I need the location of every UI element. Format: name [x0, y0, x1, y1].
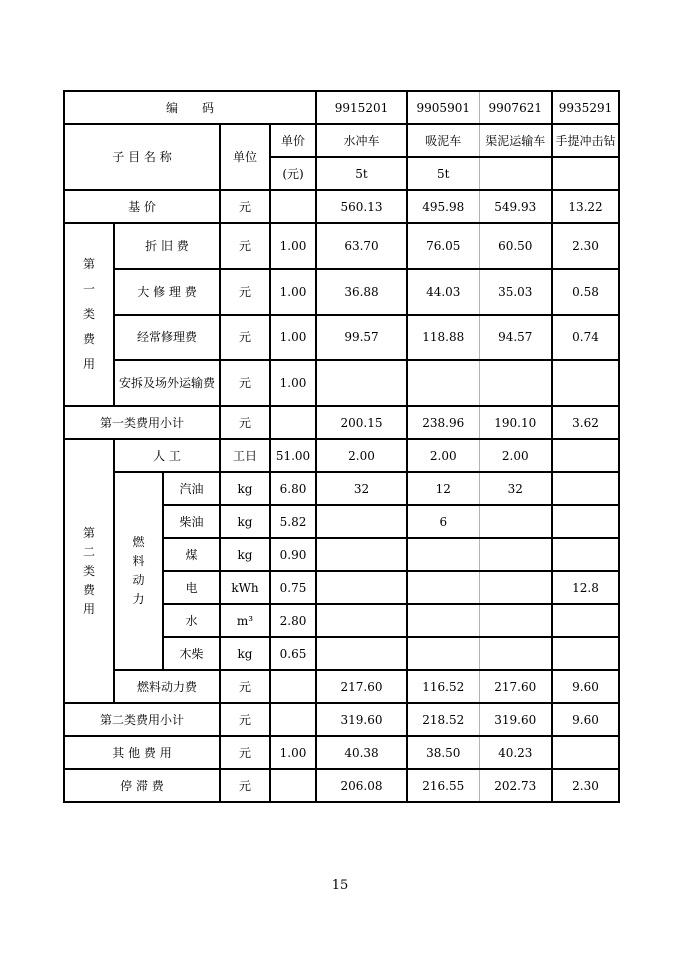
price-cell: [270, 769, 316, 802]
value-cell: 6: [407, 505, 479, 538]
value-cell: 560.13: [316, 190, 407, 223]
item-name-header-cell: 子 目 名 称: [64, 124, 220, 190]
price-cell: 1.00: [270, 736, 316, 769]
value-cell: 76.05: [407, 223, 479, 269]
unit-cell: kWh: [220, 571, 270, 604]
value-cell: [407, 571, 479, 604]
unit-cell: 元: [220, 703, 270, 736]
value-cell: [552, 736, 619, 769]
price-cell: [270, 190, 316, 223]
price-cell: [270, 670, 316, 703]
unit-cell: 元: [220, 670, 270, 703]
group-label-fuel: 燃料动力: [132, 535, 145, 606]
value-cell: 9.60: [552, 703, 619, 736]
value-cell: 32: [479, 472, 552, 505]
group-label-fuel-cell: [114, 472, 163, 670]
price-cell: 1.00: [270, 360, 316, 406]
value-cell: 495.98: [407, 190, 479, 223]
value-cell: 0.74: [552, 315, 619, 361]
row-label-cell: 柴油: [163, 505, 220, 538]
value-cell: 3.62: [552, 406, 619, 439]
value-cell: [479, 637, 552, 670]
value-cell: [316, 604, 407, 637]
page-number: 15: [331, 878, 349, 893]
row-fuel-power-total: [64, 670, 619, 703]
code-value-cell: 9935291: [552, 91, 619, 124]
value-cell: 319.60: [316, 703, 407, 736]
unit-cell: m³: [220, 604, 270, 637]
value-cell: [316, 360, 407, 406]
unit-cell: 元: [220, 190, 270, 223]
value-cell: [552, 637, 619, 670]
value-cell: 2.30: [552, 769, 619, 802]
header-row-names: [64, 124, 619, 157]
value-cell: [407, 637, 479, 670]
value-cell: 9.60: [552, 670, 619, 703]
code-value-cell: 9915201: [316, 91, 407, 124]
value-cell: 2.00: [407, 439, 479, 472]
value-cell: [316, 571, 407, 604]
row-label-cell: 木柴: [163, 637, 220, 670]
code-row: [64, 91, 619, 124]
value-cell: 13.22: [552, 190, 619, 223]
row-cat1-subtotal: [64, 406, 619, 439]
value-cell: 32: [316, 472, 407, 505]
row-label-cell: 汽油: [163, 472, 220, 505]
value-cell: [316, 637, 407, 670]
machine-spec-cell: 5t: [407, 157, 479, 190]
value-cell: [552, 604, 619, 637]
row-label-cell: 其 他 费 用: [64, 736, 220, 769]
code-value-cell: 9905901: [407, 91, 479, 124]
group-label-cat2: 第二类费用: [82, 525, 95, 616]
value-cell: 549.93: [479, 190, 552, 223]
value-cell: [552, 439, 619, 472]
row-label-cell: 经常修理费: [114, 315, 220, 361]
unit-cell: 工日: [220, 439, 270, 472]
price-cell: 0.65: [270, 637, 316, 670]
value-cell: [316, 538, 407, 571]
value-cell: 40.23: [479, 736, 552, 769]
row-label-cell: 人 工: [114, 439, 220, 472]
machine-name-cell: 手提冲击钻: [552, 124, 619, 157]
group-label-cat2-cell: [64, 439, 114, 703]
row-label-cell: 第一类费用小计: [64, 406, 220, 439]
row-depreciation: [64, 223, 619, 269]
value-cell: 202.73: [479, 769, 552, 802]
row-labor: [64, 439, 619, 472]
value-cell: 319.60: [479, 703, 552, 736]
unit-price-header-cell: 单价: [270, 124, 316, 157]
price-cell: 0.90: [270, 538, 316, 571]
row-routine-repair: [64, 315, 619, 361]
value-cell: 238.96: [407, 406, 479, 439]
group-label-cat1: 第一类费用: [82, 257, 95, 371]
value-cell: 2.30: [552, 223, 619, 269]
row-label-cell: 基 价: [64, 190, 220, 223]
row-base-price: [64, 190, 619, 223]
value-cell: 94.57: [479, 315, 552, 361]
unit-cell: kg: [220, 538, 270, 571]
value-cell: 44.03: [407, 269, 479, 315]
machine-name-cell: 渠泥运输车: [479, 124, 552, 157]
row-label-cell: 燃料动力费: [114, 670, 220, 703]
row-label-cell: 折 旧 费: [114, 223, 220, 269]
row-label-cell: 停 滞 费: [64, 769, 220, 802]
price-cell: 1.00: [270, 223, 316, 269]
group-label-cat1-cell: [64, 223, 114, 406]
value-cell: 60.50: [479, 223, 552, 269]
code-value-cell: 9907621: [479, 91, 552, 124]
value-cell: [407, 538, 479, 571]
price-cell: [270, 406, 316, 439]
price-cell: 51.00: [270, 439, 316, 472]
row-gasoline: [64, 472, 619, 505]
value-cell: 0.58: [552, 269, 619, 315]
unit-cell: kg: [220, 637, 270, 670]
row-label-cell: 水: [163, 604, 220, 637]
machine-spec-cell: 5t: [316, 157, 407, 190]
value-cell: [552, 360, 619, 406]
machine-spec-cell: [479, 157, 552, 190]
machine-spec-cell: [552, 157, 619, 190]
unit-cell: 元: [220, 315, 270, 361]
value-cell: 99.57: [316, 315, 407, 361]
value-cell: 217.60: [479, 670, 552, 703]
value-cell: 190.10: [479, 406, 552, 439]
price-cell: 6.80: [270, 472, 316, 505]
value-cell: 116.52: [407, 670, 479, 703]
value-cell: 12.8: [552, 571, 619, 604]
unit-cell: 元: [220, 406, 270, 439]
value-cell: [552, 538, 619, 571]
machinery-cost-table: [63, 90, 620, 803]
value-cell: 206.08: [316, 769, 407, 802]
value-cell: 36.88: [316, 269, 407, 315]
value-cell: 35.03: [479, 269, 552, 315]
row-other-fees: [64, 736, 619, 769]
value-cell: [552, 505, 619, 538]
unit-cell: 元: [220, 269, 270, 315]
row-label-cell: 第二类费用小计: [64, 703, 220, 736]
value-cell: 217.60: [316, 670, 407, 703]
price-cell: 1.00: [270, 315, 316, 361]
price-cell: 5.82: [270, 505, 316, 538]
row-label-cell: 煤: [163, 538, 220, 571]
unit-cell: kg: [220, 505, 270, 538]
unit-cell: 元: [220, 223, 270, 269]
value-cell: 118.88: [407, 315, 479, 361]
value-cell: [479, 360, 552, 406]
unit-cell: 元: [220, 769, 270, 802]
row-demurrage: [64, 769, 619, 802]
unit-header-cell: 单位: [220, 124, 270, 190]
value-cell: [407, 360, 479, 406]
value-cell: 218.52: [407, 703, 479, 736]
price-cell: [270, 703, 316, 736]
machine-name-cell: 吸泥车: [407, 124, 479, 157]
row-label-cell: 大 修 理 费: [114, 269, 220, 315]
value-cell: 40.38: [316, 736, 407, 769]
value-cell: [316, 505, 407, 538]
value-cell: [479, 571, 552, 604]
value-cell: 2.00: [316, 439, 407, 472]
value-cell: [479, 604, 552, 637]
value-cell: 216.55: [407, 769, 479, 802]
row-overhaul: [64, 269, 619, 315]
row-cat2-subtotal: [64, 703, 619, 736]
price-cell: 1.00: [270, 269, 316, 315]
unit-cell: 元: [220, 360, 270, 406]
unit-cell: 元: [220, 736, 270, 769]
value-cell: 2.00: [479, 439, 552, 472]
unit-cell: kg: [220, 472, 270, 505]
value-cell: [552, 472, 619, 505]
value-cell: 12: [407, 472, 479, 505]
row-install-transport: [64, 360, 619, 406]
code-label-cell: 编 码: [64, 91, 316, 124]
value-cell: 200.15: [316, 406, 407, 439]
value-cell: [479, 538, 552, 571]
unit-price-unit-cell: (元): [270, 157, 316, 190]
row-label-cell: 电: [163, 571, 220, 604]
value-cell: 63.70: [316, 223, 407, 269]
machine-name-cell: 水冲车: [316, 124, 407, 157]
price-cell: 0.75: [270, 571, 316, 604]
value-cell: [479, 505, 552, 538]
value-cell: 38.50: [407, 736, 479, 769]
value-cell: [407, 604, 479, 637]
row-label-cell: 安拆及场外运输费: [114, 360, 220, 406]
price-cell: 2.80: [270, 604, 316, 637]
